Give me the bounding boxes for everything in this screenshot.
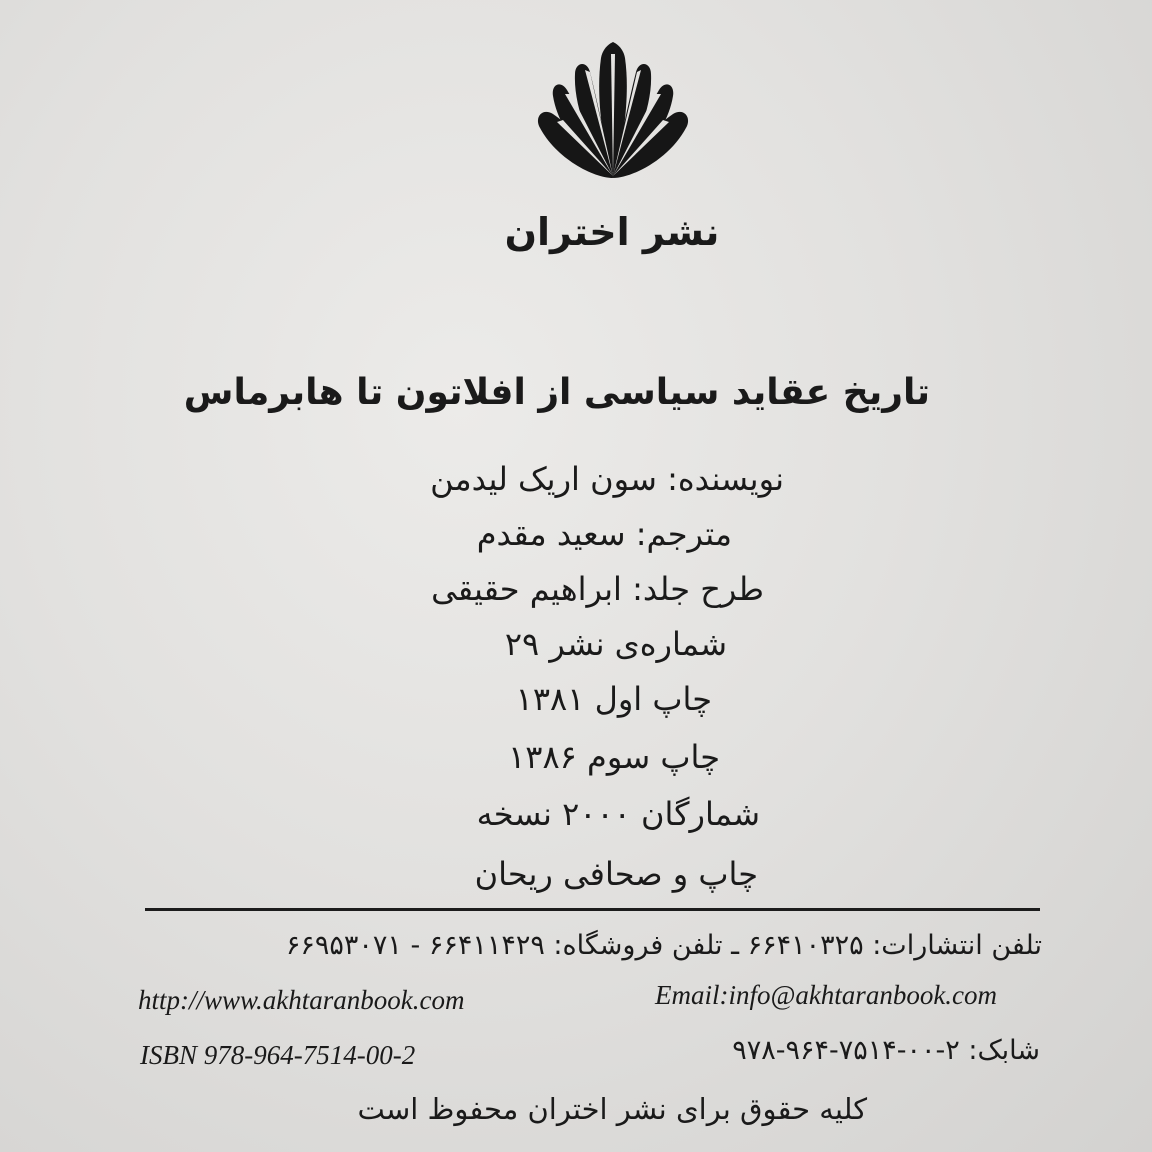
email-address: Email:info@akhtaranbook.com <box>655 980 998 1010</box>
isbn-latin: ISBN 978-964-7514-00-2 <box>140 1040 416 1070</box>
publication-number-line: شماره‌ی نشر ۲۹ <box>504 625 727 663</box>
printing-line: چاپ و صحافی ریحان <box>474 855 758 893</box>
website-url: http://www.akhtaranbook.com <box>138 985 465 1015</box>
isbn-persian: شابک: ۲-۰۰-۷۵۱۴-۹۶۴-۹۷۸ <box>732 1035 1040 1066</box>
print-run-line: شمارگان ۲۰۰۰ نسخه <box>476 795 760 833</box>
translator-line: مترجم: سعید مقدم <box>476 515 732 553</box>
publisher-name: نشر اختران <box>504 210 720 254</box>
fan-logo-icon <box>533 38 693 186</box>
phone-numbers: تلفن انتشارات: ۶۶۴۱۰۳۲۵ ـ تلفن فروشگاه: ۶۶۴۱۱۴۲۹ - ۶۶۹۵۳۰۷۱ <box>285 930 1042 961</box>
copyright-notice: کلیه حقوق برای نشر اختران محفوظ است <box>357 1092 867 1126</box>
first-edition-line: چاپ اول ۱۳۸۱ <box>515 680 712 718</box>
third-edition-line: چاپ سوم ۱۳۸۶ <box>508 738 720 776</box>
divider-rule <box>145 908 1040 911</box>
book-title: تاریخ عقاید سیاسی از افلاتون تا هابرماس <box>183 372 930 413</box>
author-line: نویسنده: سون اریک لیدمن <box>430 460 784 498</box>
cover-design-line: طرح جلد: ابراهیم حقیقی <box>431 570 764 608</box>
